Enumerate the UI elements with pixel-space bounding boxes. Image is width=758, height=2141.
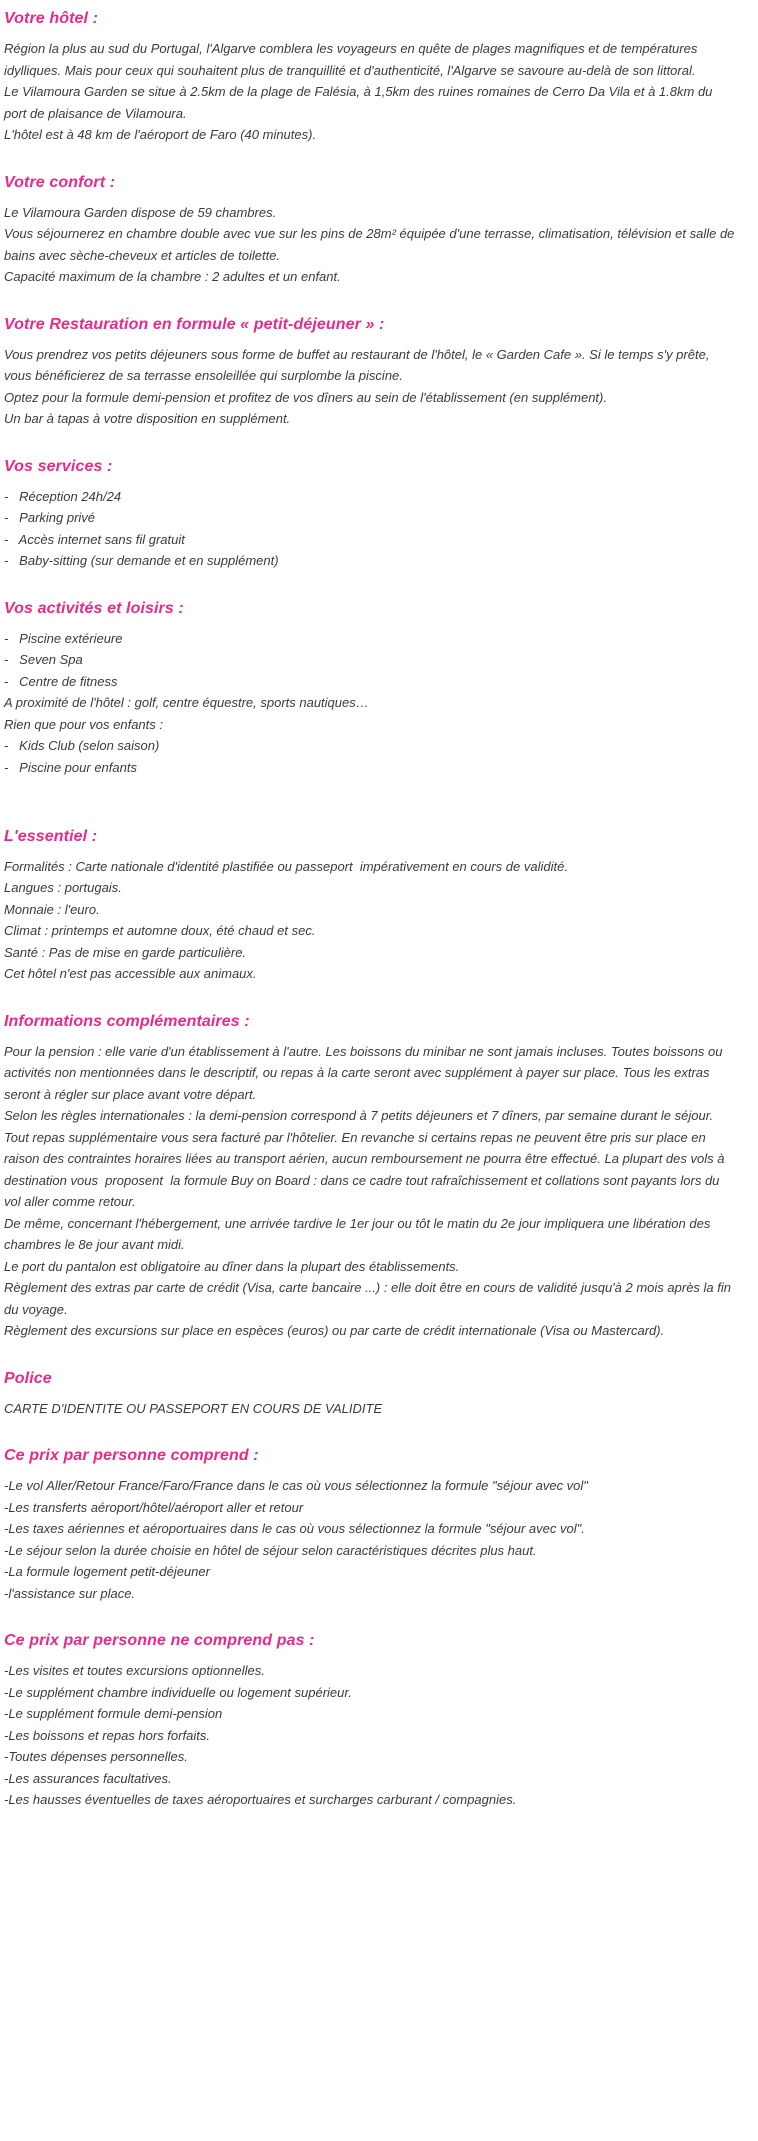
paragraph-line: Cet hôtel n'est pas accessible aux animaux.: [4, 966, 257, 981]
paragraph-line: Santé : Pas de mise en garde particulière.: [4, 944, 247, 960]
list-line: -Le supplément chambre individuelle ou logement supérieur.: [4, 1684, 352, 1700]
section-heading: Votre confort :: [4, 173, 116, 191]
list-line: - Accès internet sans fil gratuit: [4, 531, 185, 547]
section-heading: Vos activités et loisirs :: [4, 599, 184, 617]
section-8: [4, 1370, 738, 1420]
section-1: [4, 10, 738, 146]
paragraph-line: A proximité de l'hôtel : golf, centre équestre, sports nautiques…: [4, 695, 369, 710]
paragraph-line: Langues : portugais.: [4, 880, 122, 895]
paragraph-line: Règlement des extras par carte de crédit (Visa, carte bancaire ...) : elle doit être en cours de validité jusqu'à 2 mois après la fin du voyage.: [4, 1280, 735, 1317]
list-line: - Piscine extérieure: [4, 630, 123, 646]
paragraph-line: Le port du pantalon est obligatoire au dîner dans la plupart des établissements.: [4, 1258, 460, 1274]
list-line: -Le séjour selon la durée choisie en hôtel de séjour selon caractéristiques décrites plus haut.: [4, 1542, 537, 1558]
paragraph-line: Un bar à tapas à votre disposition en supplément.: [4, 411, 291, 426]
section-2: [4, 174, 738, 288]
paragraph-line: Formalités : Carte nationale d'identité plastifiée ou passeport impérativement en cours de validité.: [4, 858, 568, 874]
section-heading: Votre hôtel :: [4, 10, 99, 27]
paragraph-line: [4, 778, 738, 800]
section-heading: Ce prix par personne comprend :: [4, 1447, 259, 1464]
paragraph-line: Climat : printemps et automne doux, été chaud et sec.: [4, 923, 316, 938]
list-line: -Les hausses éventuelles de taxes aéroportuaires et surcharges carburant / compagnies.: [4, 1792, 517, 1807]
section-heading: Votre Restauration en formule « petit-déjeuner » :: [4, 315, 385, 333]
sections-container: [4, 10, 738, 1811]
paragraph-line: CARTE D'IDENTITE OU PASSEPORT EN COURS DE VALIDITE: [4, 1400, 383, 1416]
list-line: - Kids Club (selon saison): [4, 738, 160, 753]
list-line: - Parking privé: [4, 510, 96, 525]
section-heading: Police: [4, 1369, 52, 1387]
paragraph-line: Optez pour la formule demi-pension et profitez de vos dîners au sein de l'établissement (en supplément).: [4, 389, 607, 405]
list-line: - Réception 24h/24: [4, 488, 122, 504]
paragraph-line: Règlement des excursions sur place en espèces (euros) ou par carte de crédit internationale (Visa ou Mastercard).: [4, 1323, 665, 1338]
paragraph-line: Vous prendrez vos petits déjeuners sous forme de buffet au restaurant de l'hôtel, le « Garden Cafe ». Si le temps s'y prête, vous bénéficierez de sa terrasse ensoleillée qui surplombe la piscine.: [4, 346, 714, 383]
section-7: [4, 1013, 738, 1342]
section-heading: Vos services :: [4, 457, 113, 475]
section-heading: L'essentiel :: [4, 827, 98, 845]
list-line: - Seven Spa: [4, 652, 83, 667]
list-line: -Les transferts aéroport/hôtel/aéroport aller et retour: [4, 1499, 304, 1515]
paragraph-line: Capacité maximum de la chambre : 2 adultes et un enfant.: [4, 269, 341, 284]
section-10: [4, 1632, 738, 1811]
paragraph-line: Région la plus au sud du Portugal, l'Algarve comblera les voyageurs en quête de plages magnifiques et de températures idylliques. Mais pour ceux qui souhaitent plus de tranquillité et d'authenticité, l'Algarve se savoure au-delà de son littoral.: [4, 41, 701, 78]
section-heading: Ce prix par personne ne comprend pas :: [4, 1632, 315, 1649]
paragraph-line: Pour la pension : elle varie d'un établissement à l'autre. Les boissons du minibar ne sont jamais incluses. Toutes boissons ou activités non mentionnées dans le descriptif, ou repas à la carte seront avec supplément à payer sur place. Tous les extras seront à régler sur place avant votre départ.: [4, 1043, 727, 1102]
paragraph-line: Monnaie : l'euro.: [4, 901, 100, 917]
paragraph-line: De même, concernant l'hébergement, une arrivée tardive le 1er jour ou tôt le matin du 2e jour impliquera une libération des chambres le 8e jour avant midi.: [4, 1215, 714, 1252]
list-line: -Le vol Aller/Retour France/Faro/France dans le cas où vous sélectionnez la formule "séjour avec vol": [4, 1478, 588, 1493]
paragraph-line: Selon les règles internationales : la demi-pension correspond à 7 petits déjeuners et 7 dîners, par semaine durant le séjour. Tout repas supplémentaire vous sera facturé par l'hôtelier. En revanche si certains repas ne peuvent être pris sur place en raison des contraintes horaires liées au transport aérien, aucun remboursement ne pourra être effectué. La plupart des vols à destination vous proposent la formule Buy on Board : dans ce cadre tout rafraîchissement et collations sont payants lors du vol aller comme retour.: [4, 1108, 729, 1209]
section-heading: Informations complémentaires :: [4, 1012, 250, 1030]
list-line: -l'assistance sur place.: [4, 1585, 136, 1601]
section-4: [4, 458, 738, 572]
list-line: - Piscine pour enfants: [4, 759, 137, 775]
list-line: -Le supplément formule demi-pension: [4, 1706, 223, 1721]
list-line: - Baby-sitting (sur demande et en supplément): [4, 553, 279, 568]
list-line: -Les taxes aériennes et aéroportuaires dans le cas où vous sélectionnez la formule "séjour avec vol".: [4, 1521, 585, 1536]
section-3: [4, 316, 738, 430]
section-6: [4, 828, 738, 985]
paragraph-line: Vous séjournerez en chambre double avec vue sur les pins de 28m² équipée d'une terrasse, climatisation, télévision et salle de bains avec sèche-cheveux et articles de toilette.: [4, 226, 739, 263]
list-line: - Centre de fitness: [4, 673, 118, 689]
list-line: -Les visites et toutes excursions optionnelles.: [4, 1663, 265, 1678]
paragraph-line: Le Vilamoura Garden se situe à 2.5km de la plage de Falésia, à 1,5km des ruines romaines de Cerro Da Vila et à 1.8km du port de plaisance de Vilamoura.: [4, 84, 717, 121]
list-line: -Les boissons et repas hors forfaits.: [4, 1727, 210, 1743]
section-5: [4, 600, 738, 800]
section-9: [4, 1447, 738, 1604]
paragraph-line: Rien que pour vos enfants :: [4, 716, 163, 732]
list-line: -Les assurances facultatives.: [4, 1770, 172, 1786]
paragraph-line: L'hôtel est à 48 km de l'aéroport de Faro (40 minutes).: [4, 127, 317, 142]
list-line: -La formule logement petit-déjeuner: [4, 1564, 210, 1579]
list-line: -Toutes dépenses personnelles.: [4, 1749, 188, 1764]
paragraph-line: Le Vilamoura Garden dispose de 59 chambres.: [4, 204, 277, 220]
